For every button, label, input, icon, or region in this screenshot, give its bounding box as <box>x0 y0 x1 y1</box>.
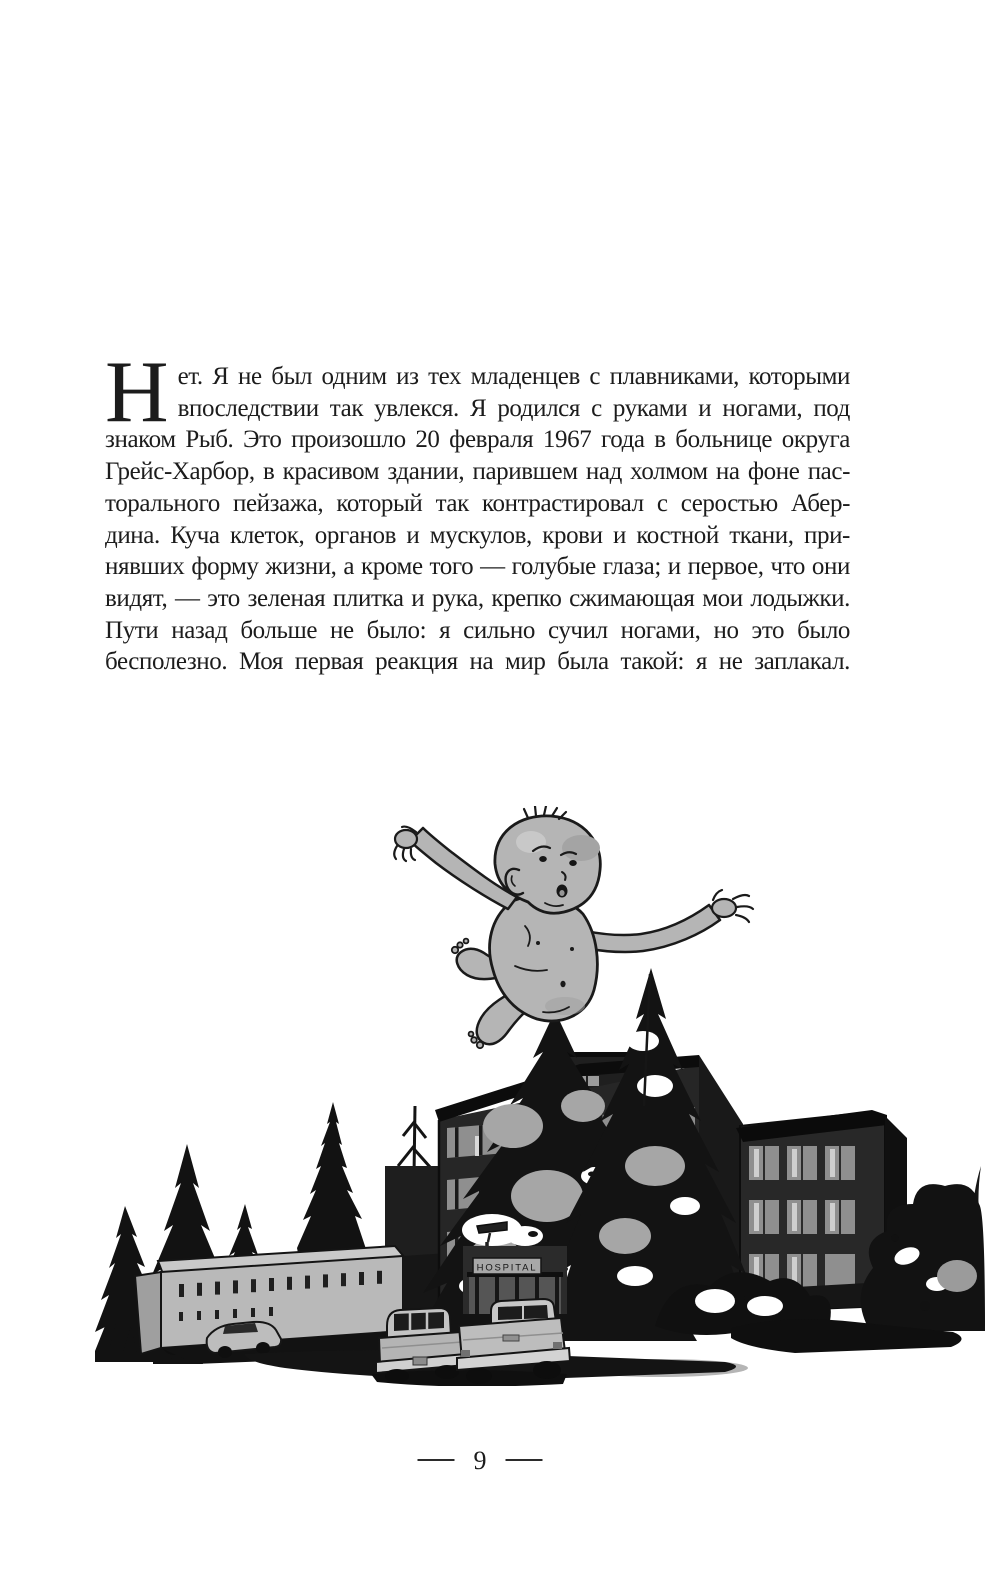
paragraph-line: Пути назад больше не было: я сильно сучил ногами, но это было <box>105 616 850 644</box>
paragraph-line: ет. Я не был одним из тех младенцев с плавниками, которыми <box>177 363 850 390</box>
page-footer <box>418 1446 543 1474</box>
hospital-illustration <box>95 806 985 1386</box>
page-number: 9 <box>473 1446 487 1475</box>
paragraph <box>105 344 850 678</box>
wing-windows <box>749 1146 855 1288</box>
paragraph-line: видят, — это зеленая плитка и рука, крепко сжимающая мои лодыжки. <box>105 584 850 612</box>
paragraph-line: бесполезно. Моя первая реакция на мир была такой: я не заплакал. <box>105 648 850 676</box>
paragraph-line: впоследствии так увлекся. Я родился с руками и ногами, под <box>177 394 850 422</box>
paragraph-line: нявших форму жизни, а кроме того — голубые глаза; и первое, что они <box>105 553 850 581</box>
footer-rule-left <box>418 1459 455 1461</box>
footer-rule-right <box>506 1459 543 1461</box>
hospital-sign-text: HOSPITAL <box>476 1262 538 1274</box>
paragraph-line: знаком Рыб. Это произошло 20 февраля 1967 года в больнице округа <box>105 426 850 454</box>
drop-cap: Н <box>105 344 169 441</box>
paragraph-line: Грейс-Харбор, в красивом здании, парившем над холмом на фоне пас- <box>105 458 850 486</box>
paragraph-line: торального пейзажа, который так контрастировал с серостью Абер- <box>105 489 850 517</box>
paragraph-line: дина. Куча клеток, органов и мускулов, крови и костной ткани, при- <box>105 521 850 549</box>
flying-baby <box>394 806 753 1048</box>
